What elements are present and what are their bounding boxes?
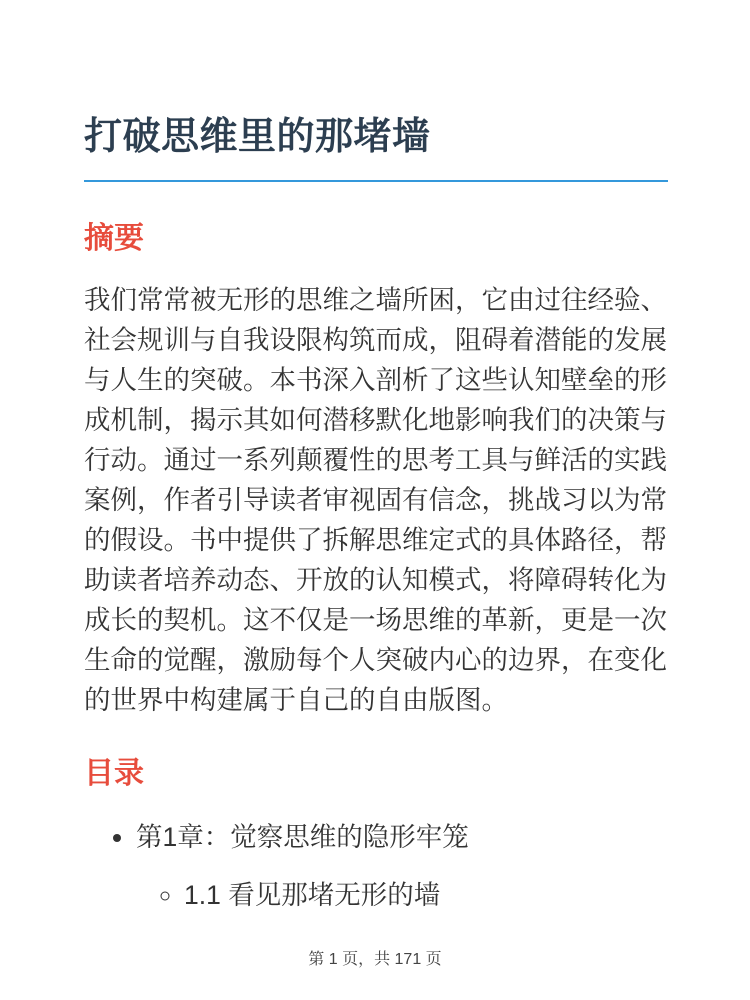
toc-item-chapter-1 xyxy=(136,817,668,915)
toc-item-label: 第1章：觉察思维的隐形牢笼 xyxy=(136,821,469,852)
toc-subitem-label: 1.1 看见那堵无形的墙 xyxy=(184,879,441,910)
toc-heading: 目录 xyxy=(84,757,144,791)
page-title: 打破思维里的那堵墙 xyxy=(84,115,668,182)
toc-subitem-1-1 xyxy=(184,875,668,915)
toc-list xyxy=(84,817,668,915)
abstract-paragraph: 我们常常被无形的思维之墙所困，它由过往经验、社会规训与自我设限构筑而成，阻碍着潜能的发展与人生的突破。本书深入剖析了这些认知壁垒的形成机制，揭示其如何潜移默化地影响我们的决策与行动。通过一系列颠覆性的思考工具与鲜活的实践案例，作者引导读者审视固有信念，挑战习以为常的假设。书中提供了拆解思维定式的具体路径，帮助读者培养动态、开放的认知模式，将障碍转化为成长的契机。这不仅是一场思维的革新，更是一次生命的觉醒，激励每个人突破内心的边界，在变化的世界中构建属于自己的自由版图。 xyxy=(84,285,667,716)
abstract-heading: 摘要 xyxy=(84,221,144,255)
page-number-footer: 第 1 页，共 171 页 xyxy=(308,951,442,968)
document-content xyxy=(84,0,668,915)
toc-sublist-chapter-1 xyxy=(136,875,668,915)
